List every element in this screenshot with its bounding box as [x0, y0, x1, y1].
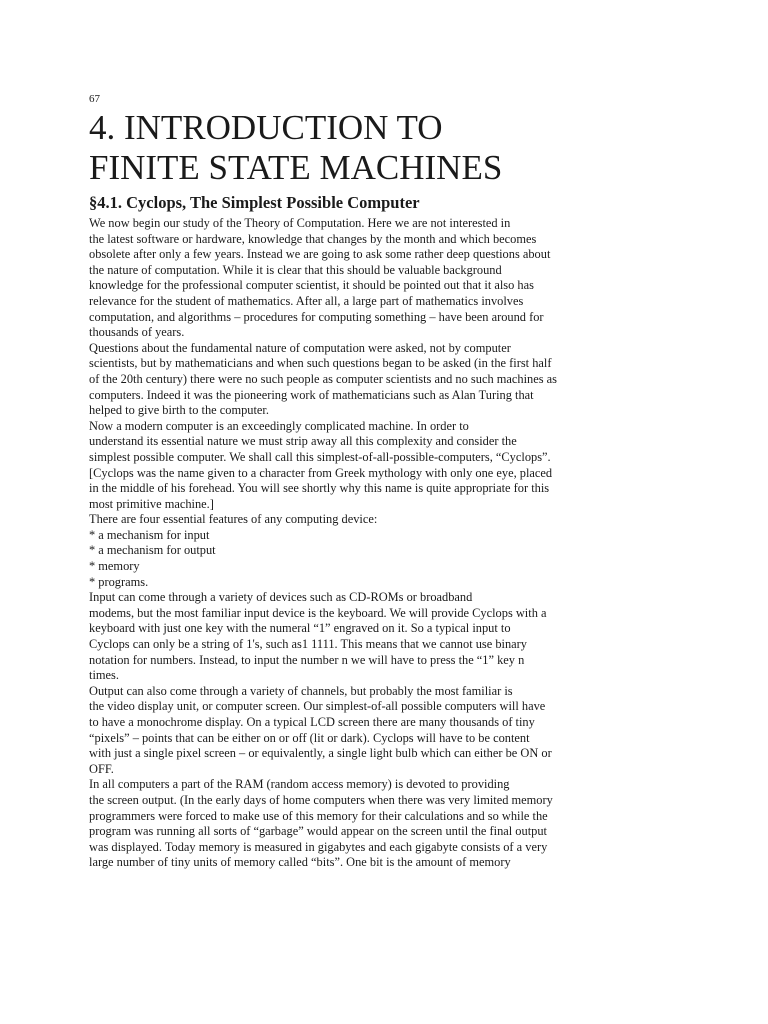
text-line: the latest software or hardware, knowledge that changes by the month and which becomes — [89, 231, 537, 246]
text-line: * a mechanism for input — [89, 527, 210, 542]
text-line: modems, but the most familiar input device is the keyboard. We will provide Cyclops with a — [89, 605, 547, 620]
text-line: * memory — [89, 559, 140, 574]
text-line: There are four essential features of any computing device: — [89, 512, 378, 527]
chapter-title-line-1: 4. INTRODUCTION TO — [89, 108, 443, 147]
page-number: 67 — [89, 93, 100, 105]
text-line: We now begin our study of the Theory of Computation. Here we are not interested in — [89, 216, 511, 230]
text-line: most primitive machine.] — [89, 496, 214, 511]
text-line: understand its essential nature we must strip away all this complexity and consider the — [89, 434, 517, 449]
text-line: Output can also come through a variety of channels, but probably the most familiar is — [89, 683, 513, 698]
text-line: to have a monochrome display. On a typical LCD screen there are many thousands of tiny — [89, 715, 535, 729]
document-page — [89, 92, 589, 871]
text-line: was displayed. Today memory is measured in gigabytes and each gigabyte consists of a very — [89, 839, 548, 854]
text-line: the screen output. (In the early days of home computers when there was very limited memory — [89, 792, 553, 807]
chapter-title-line-2: FINITE STATE MACHINES — [89, 148, 503, 187]
text-line: knowledge for the professional computer scientist, it should be pointed out that it also has — [89, 278, 534, 293]
text-line: obsolete after only a few years. Instead we are going to ask some rather deep questions about — [89, 247, 551, 262]
text-line: “pixels” – points that can be either on or off (lit or dark). Cyclops will have to be content — [89, 730, 530, 745]
text-line: in the middle of his forehead. You will see shortly why this name is quite appropriate for this — [89, 481, 550, 496]
text-line: with just a single pixel screen – or equivalently, a single light bulb which can either be ON or — [89, 746, 552, 761]
chapter-title — [89, 108, 589, 188]
text-line: keyboard with just one key with the numeral “1” engraved on it. So a typical input to — [89, 621, 511, 636]
section-title: §4.1. Cyclops, The Simplest Possible Computer — [89, 193, 420, 212]
text-line: scientists, but by mathematicians and when such questions began to be asked (in the first half — [89, 356, 552, 371]
text-line: computation, and algorithms – procedures for computing something – have been around for — [89, 309, 544, 324]
text-line: OFF. — [89, 761, 114, 776]
body-text — [89, 216, 589, 871]
text-line: computers. Indeed it was the pioneering work of mathematicians such as Alan Turing that — [89, 387, 534, 402]
text-line: * a mechanism for output — [89, 543, 216, 558]
text-line: Now a modern computer is an exceedingly complicated machine. In order to — [89, 418, 469, 433]
text-line: thousands of years. — [89, 325, 185, 340]
text-line: notation for numbers. Instead, to input the number n we will have to press the “1” key n — [89, 652, 525, 667]
text-line: the nature of computation. While it is clear that this should be valuable background — [89, 262, 502, 277]
text-line: large number of tiny units of memory called “bits”. One bit is the amount of memory — [89, 855, 511, 870]
text-line: Questions about the fundamental nature of computation were asked, not by computer — [89, 340, 511, 355]
text-line: relevance for the student of mathematics. After all, a large part of mathematics involves — [89, 293, 524, 308]
text-line: helped to give birth to the computer. — [89, 403, 269, 418]
text-line: [Cyclops was the name given to a character from Greek mythology with only one eye, placed — [89, 465, 553, 480]
text-line: Cyclops can only be a string of 1's, such as1 1111. This means that we cannot use binary — [89, 637, 527, 652]
text-line: the video display unit, or computer screen. Our simplest-of-all possible computers will have — [89, 699, 546, 714]
text-line: * programs. — [89, 574, 149, 589]
text-line: programmers were forced to make use of this memory for their calculations and so while the — [89, 808, 548, 823]
text-line: times. — [89, 668, 119, 683]
text-line: Input can come through a variety of devices such as CD-ROMs or broadband — [89, 590, 473, 605]
text-line: program was running all sorts of “garbage” would appear on the screen until the final output — [89, 824, 547, 839]
text-line: of the 20th century) there were no such people as computer scientists and no such machines as — [89, 371, 557, 386]
text-line: In all computers a part of the RAM (random access memory) is devoted to providing — [89, 777, 510, 792]
text-line: simplest possible computer. We shall call this simplest-of-all-possible-computers, “Cyclops”. — [89, 449, 551, 464]
